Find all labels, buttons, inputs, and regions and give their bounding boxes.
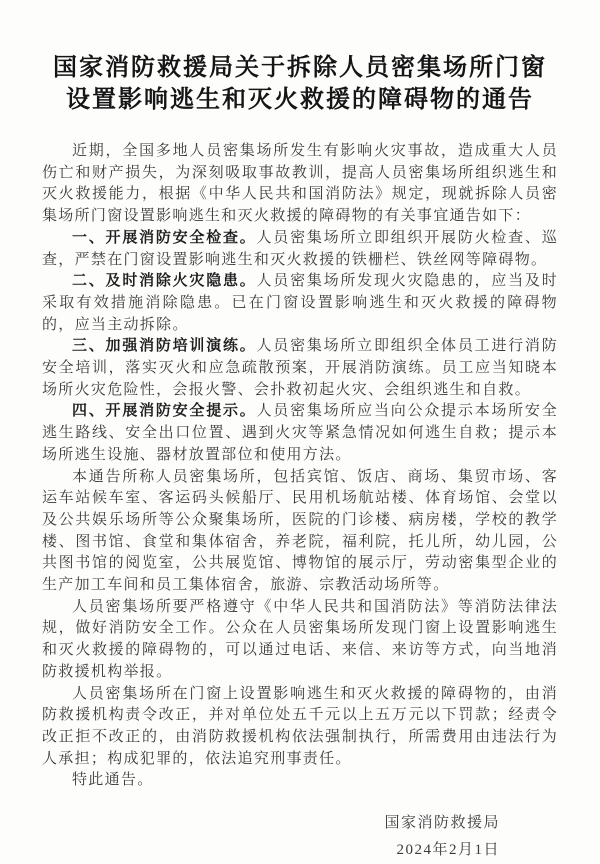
- paragraph-text: 人员密集场所发现火灾隐患的，应当及时采取有效措施消除隐患。已在门窗设置影响逃生和灭火救援的障碍物的，应当主动拆除。: [42, 273, 558, 333]
- signature-date: 2024年2月1日: [396, 842, 500, 859]
- paragraph-lead: 二、及时消除火灾隐患。: [72, 273, 257, 290]
- paragraph-text: 人员密集场所立即组织全体员工进行消防安全培训，落实灭火和应急疏散预案，开展消防演练。员工应当知晓本场所火灾危险性，会报火警、会扑救初起火灾、会组织逃生和自救。: [42, 338, 558, 398]
- paragraph-lead: 三、加强消防培训演练。: [72, 338, 257, 355]
- paragraph-text: 本通告所称人员密集场所，包括宾馆、饭店、商场、集贸市场、客运车站候车室、客运码头候船厅、民用机场航站楼、体育场馆、会堂以及公共娱乐场所等公众聚集场所，医院的门诊楼、病房楼，学校的教学楼、图书馆、食堂和集体宿舍，养老院，福利院，托儿所，幼儿园，公共图书馆的阅览室，公共展览馆、博物馆的展示厅，劳动密集型企业的生产加工车间和员工集体宿舍，旅游、宗教活动场所等。: [42, 468, 558, 594]
- paragraph: [42, 271, 558, 336]
- paragraph: [42, 141, 558, 228]
- paragraph: [42, 684, 558, 771]
- paragraph-text: 人员密集场所应当向公众提示本场所安全逃生路线、安全出口位置、遇到火灾等紧急情况如何逃生自救；提示本场所逃生设施、器材放置部位和使用方法。: [42, 403, 558, 463]
- paragraph: [42, 401, 558, 466]
- paragraph: [42, 228, 558, 271]
- signature-block: [42, 810, 558, 864]
- paragraph-lead: 一、开展消防安全检查。: [72, 229, 257, 246]
- paragraph-text: 近期，全国多地人员密集场所发生有影响火灾事故，造成重大人员伤亡和财产损失，为深刻吸取事故教训，提高人员密集场所组织逃生和灭火救援能力，根据《中华人民共和国消防法》规定，现就拆除人员密集场所门窗设置影响逃生和灭火救援的障碍物的有关事宜通告如下：: [42, 143, 558, 225]
- paragraph-text: 特此通告。: [72, 772, 154, 789]
- paragraph-lead: 四、开展消防安全提示。: [72, 403, 257, 420]
- paragraph: [42, 770, 558, 792]
- paragraph: [42, 467, 558, 597]
- paragraph-text: 人员密集场所要严格遵守《中华人民共和国消防法》等消防法律法规，做好消防安全工作。公众在人员密集场所发现门窗上设置影响逃生和灭火救援的障碍物的，可以通过电话、来信、来访等方式，向当地消防救援机构举报。: [42, 598, 558, 680]
- paragraph: [42, 336, 558, 401]
- signature-issuer: 国家消防救援局: [384, 815, 500, 832]
- document-title-line-2: 设置影响逃生和灭火救援的障碍物的通告: [66, 87, 534, 113]
- document-title: [42, 52, 558, 116]
- paragraph-text: 人员密集场所立即组织开展防火检查、巡查，严禁在门窗设置影响逃生和灭火救援的铁栅栏、铁丝网等障碍物。: [42, 229, 558, 268]
- document-body: [42, 141, 558, 792]
- paragraph: [42, 597, 558, 684]
- document-title-line-1: 国家消防救援局关于拆除人员密集场所门窗: [53, 55, 547, 81]
- paragraph-text: 人员密集场所在门窗上设置影响逃生和灭火救援的障碍物的，由消防救援机构责令改正，并对单位处五千元以上五万元以下罚款；经责令改正拒不改正的，由消防救援机构依法强制执行，所需费用由违法行为人承担；构成犯罪的，依法追究刑事责任。: [42, 685, 558, 767]
